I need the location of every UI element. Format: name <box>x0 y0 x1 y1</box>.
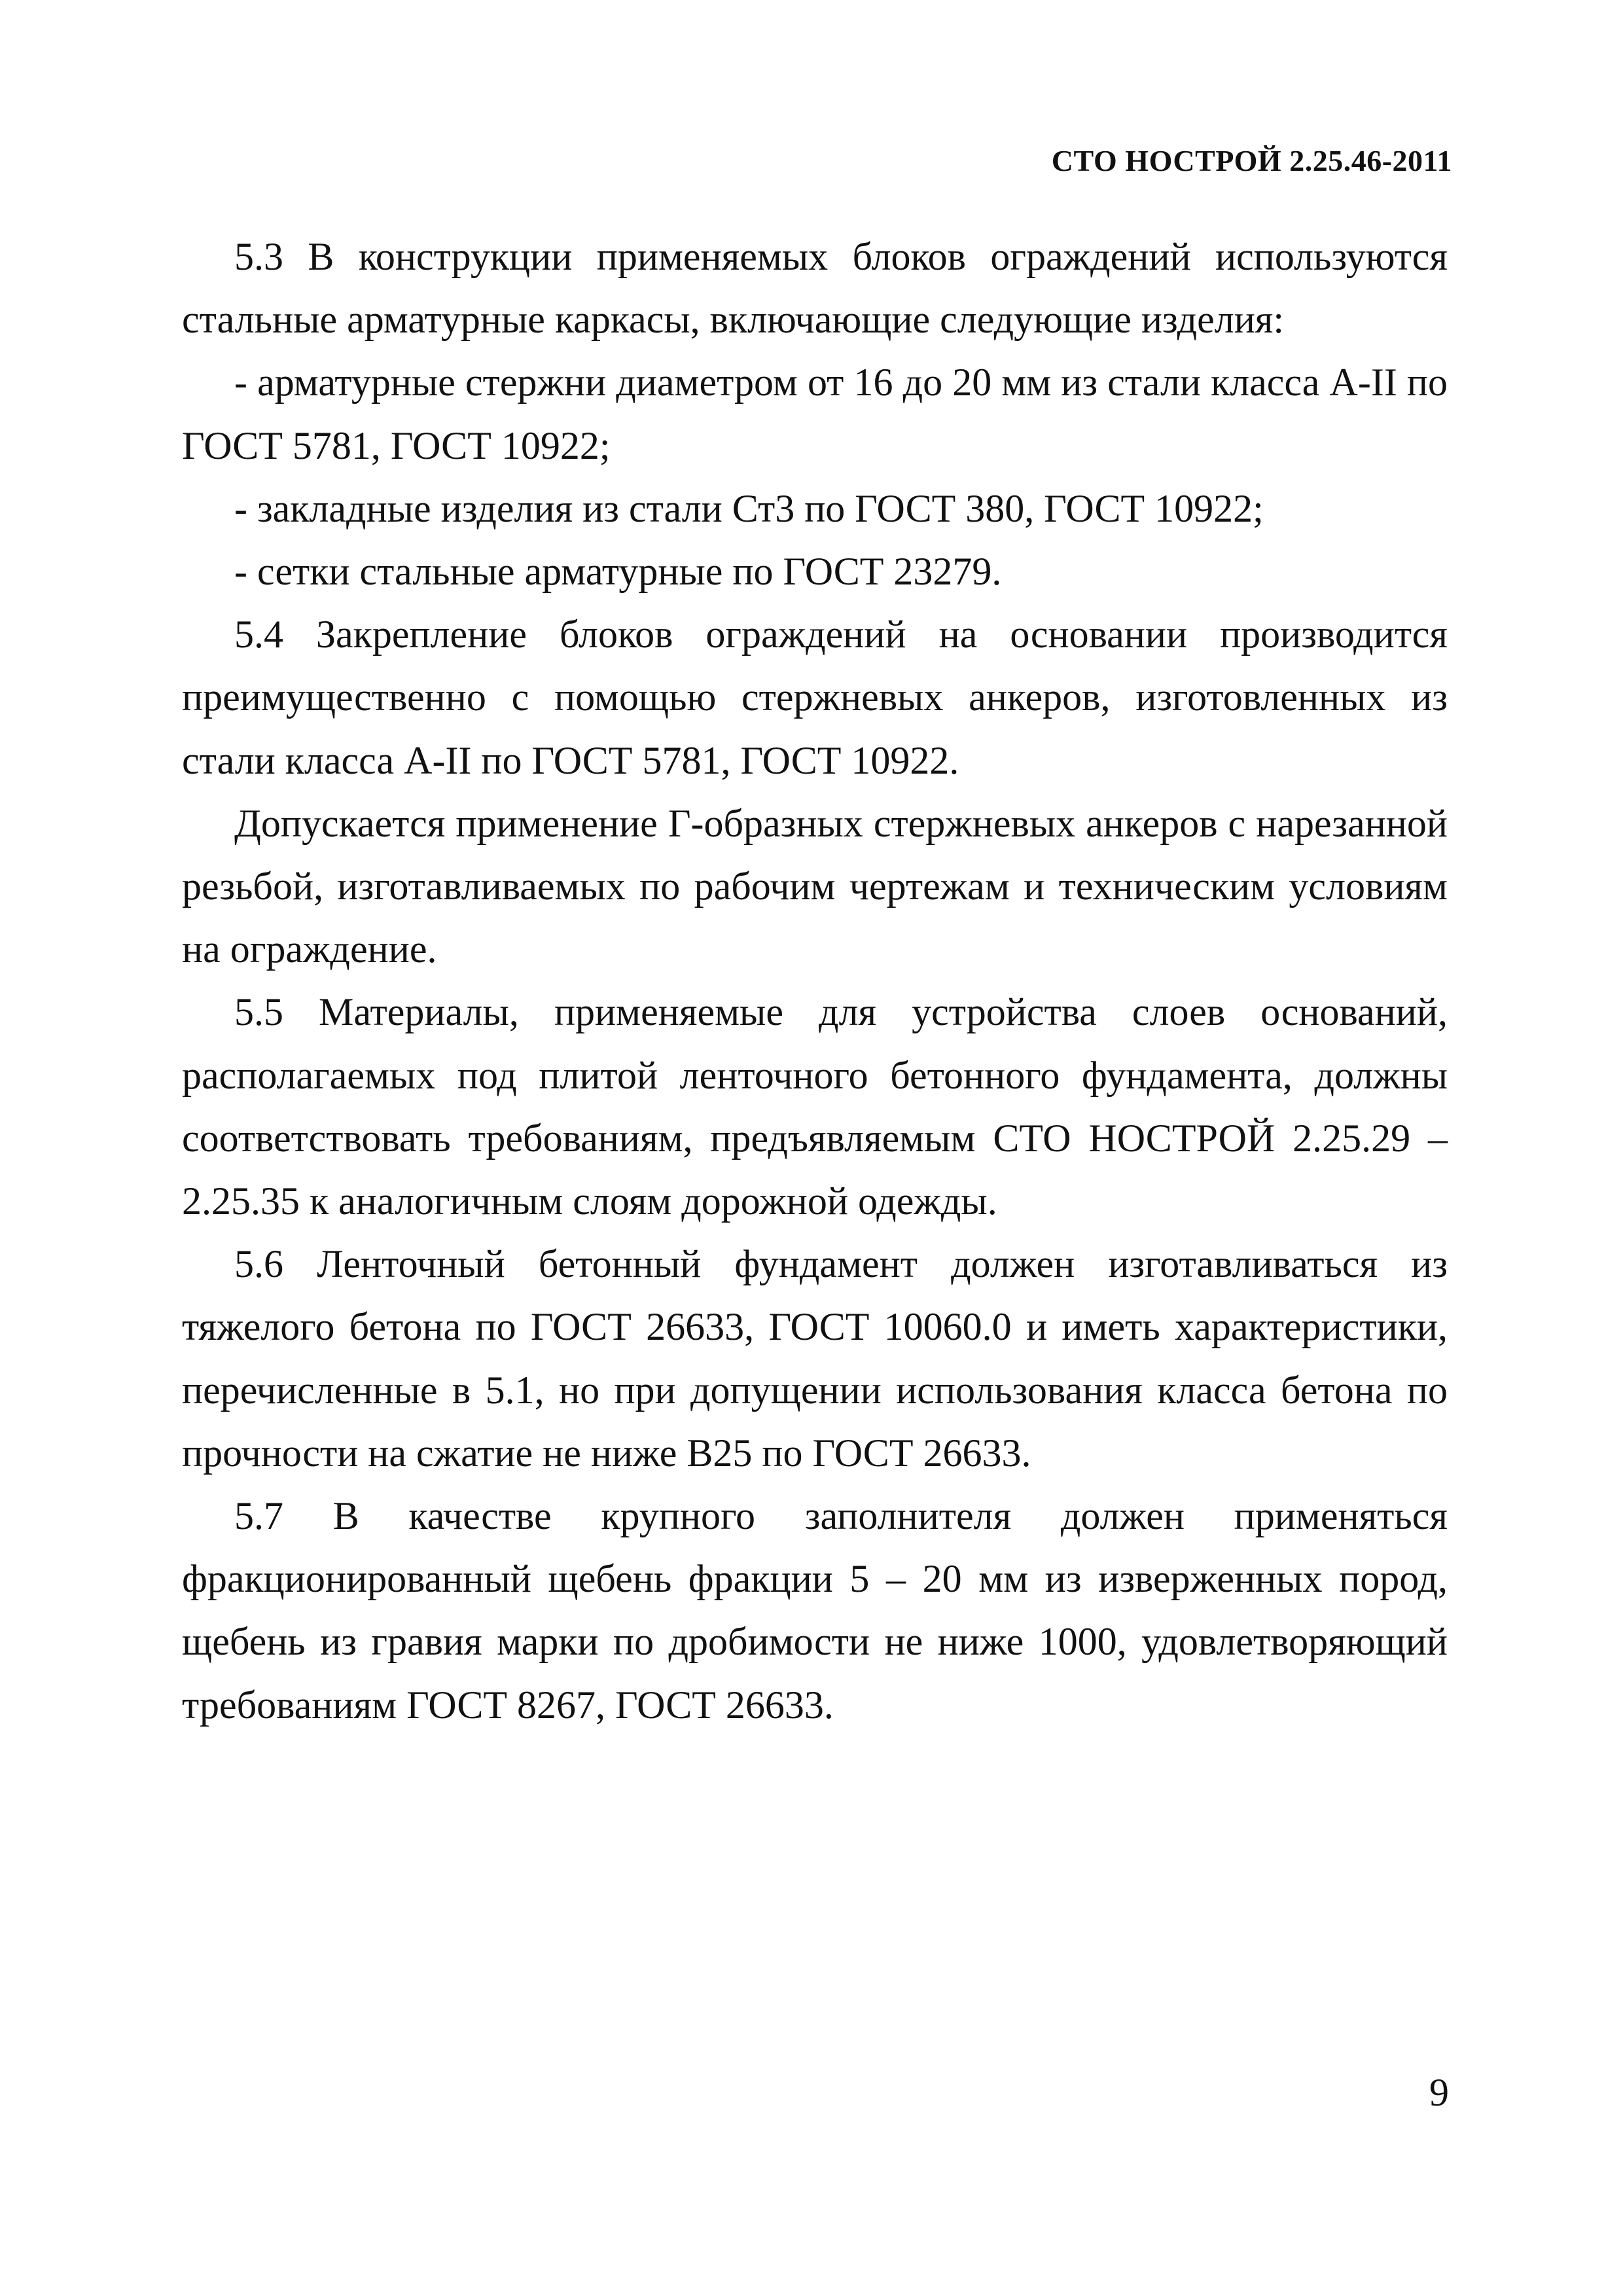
page-number: 9 <box>1429 2071 1449 2114</box>
paragraph-5-7: 5.7 В качестве крупного заполнителя должен применяться фракционированный щебень фракции 5 – 20 мм из изверженных пород, щебень из гравия марки по дробимости не ниже 1000, удовлетворяющий требованиям ГОСТ 8267, ГОСТ 26633. <box>182 1494 1448 1727</box>
paragraph-5-4: 5.4 Закрепление блоков ограждений на основании производится преимущественно с помощью стержневых анкеров, изготовленных из стали класса А-II по ГОСТ 5781, ГОСТ 10922. <box>182 613 1448 782</box>
list-item-embedded-parts: - закладные изделия из стали Ст3 по ГОСТ 380, ГОСТ 10922; <box>234 486 1264 530</box>
paragraph-anchors-allowed: Допускается применение Г-образных стержневых анкеров с нарезанной резьбой, изготавливаемых по рабочим чертежам и техническим условиям на ограждение. <box>182 801 1448 971</box>
paragraph-5-3: 5.3 В конструкции применяемых блоков ограждений используются стальные арматурные каркасы, включающие следующие изделия: <box>182 235 1448 342</box>
list-item-rebar: - арматурные стержни диаметром от 16 до 20 мм из стали класса А-II по ГОСТ 5781, ГОСТ 10922; <box>182 361 1448 467</box>
document-body <box>182 225 1448 1736</box>
paragraph-5-6: 5.6 Ленточный бетонный фундамент должен изготавливаться из тяжелого бетона по ГОСТ 26633, ГОСТ 10060.0 и иметь характеристики, перечисленные в 5.1, но при допущении использования класса бетона по прочности на сжатие не ниже В25 по ГОСТ 26633. <box>182 1242 1448 1475</box>
list-item-mesh: - сетки стальные арматурные по ГОСТ 23279. <box>234 550 1002 594</box>
paragraph-5-5: 5.5 Материалы, применяемые для устройства слоев оснований, располагаемых под плитой ленточного бетонного фундамента, должны соответствовать требованиям, предъявляемым СТО НОСТРОЙ 2.25.29 – 2.25.35 к аналогичным слоям дорожной одежды. <box>182 990 1448 1223</box>
document-code-header: СТО НОСТРОЙ 2.25.46-2011 <box>1051 144 1452 177</box>
